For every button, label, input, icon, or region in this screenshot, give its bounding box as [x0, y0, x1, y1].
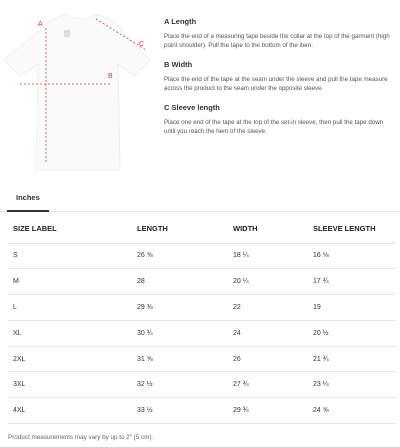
cell-length: 33 ½: [132, 398, 228, 424]
measurement-disclaimer: Product measurements may vary by up to 2" (5 cm).: [8, 434, 154, 441]
cell-sleeve: 24 ⅝: [308, 398, 396, 424]
unit-tabs: [0, 188, 400, 212]
instruction-text: Place the end of the tape at the seam under the sleeve and pull the tape measure across the product to the seam under the opposite sleeve.: [164, 76, 388, 92]
cell-width: 18 ¼: [228, 243, 308, 269]
table-header-row: [8, 215, 396, 243]
instruction-text: Place one end of the tape at the top of the set-in sleeve, then pull the tape down until you reach the hem of the sleeve.: [164, 119, 384, 135]
cell-size: M: [8, 269, 132, 295]
table-row: [8, 320, 396, 346]
cell-sleeve: 16 ⅛: [308, 243, 396, 269]
instruction-length: [164, 17, 396, 50]
cell-length: 29 ⅜: [132, 295, 228, 321]
table-row: [8, 372, 396, 398]
table-row: [8, 346, 396, 372]
instruction-title: A Length: [164, 17, 197, 26]
label-b: B: [108, 73, 113, 80]
header-sleeve-length: SLEEVE LENGTH: [308, 215, 396, 243]
cell-width: 22: [228, 295, 308, 321]
cell-length: 31 ⅝: [132, 346, 228, 372]
instruction-title: C Sleeve length: [164, 103, 220, 112]
header-size-label: SIZE LABEL: [8, 215, 132, 243]
shirt-measurement-illustration: [0, 0, 160, 178]
measurement-instructions: [164, 17, 396, 146]
cell-sleeve: 17 ¾: [308, 269, 396, 295]
cell-size: XL: [8, 320, 132, 346]
cell-width: 27 ¾: [228, 372, 308, 398]
cell-length: 30 ¾: [132, 320, 228, 346]
cell-size: L: [8, 295, 132, 321]
label-c: C: [139, 41, 145, 48]
cell-width: 24: [228, 320, 308, 346]
instruction-width: [164, 60, 396, 93]
collar-tag-icon: [64, 30, 70, 37]
cell-width: 29 ¾: [228, 398, 308, 424]
measurement-guide: [0, 0, 400, 178]
cell-width: 26: [228, 346, 308, 372]
garment-diagram: [0, 0, 160, 178]
instruction-title: B Width: [164, 60, 193, 69]
cell-sleeve: 21 ¾: [308, 346, 396, 372]
cell-length: 26 ⅝: [132, 243, 228, 269]
size-chart-table: [8, 215, 396, 424]
cell-sleeve: 23 ¼: [308, 372, 396, 398]
cell-size: 4XL: [8, 398, 132, 424]
cell-sleeve: 20 ½: [308, 320, 396, 346]
cell-length: 28: [132, 269, 228, 295]
label-a: A: [38, 21, 43, 28]
header-length: LENGTH: [132, 215, 228, 243]
shirt-outline: [4, 14, 150, 170]
table-row: [8, 398, 396, 424]
table-row: [8, 243, 396, 269]
cell-size: 3XL: [8, 372, 132, 398]
header-width: WIDTH: [228, 215, 308, 243]
cell-size: S: [8, 243, 132, 269]
cell-length: 32 ½: [132, 372, 228, 398]
table-row: [8, 295, 396, 321]
tab-inches[interactable]: Inches: [7, 188, 49, 212]
instruction-sleeve: [164, 103, 396, 136]
instruction-text: Place the end of a measuring tape beside the collar at the top of the garment (high point shoulder). Pull the tape to the bottom of the item.: [164, 33, 390, 49]
table-row: [8, 269, 396, 295]
cell-width: 20 ¼: [228, 269, 308, 295]
cell-sleeve: 19: [308, 295, 396, 321]
cell-size: 2XL: [8, 346, 132, 372]
